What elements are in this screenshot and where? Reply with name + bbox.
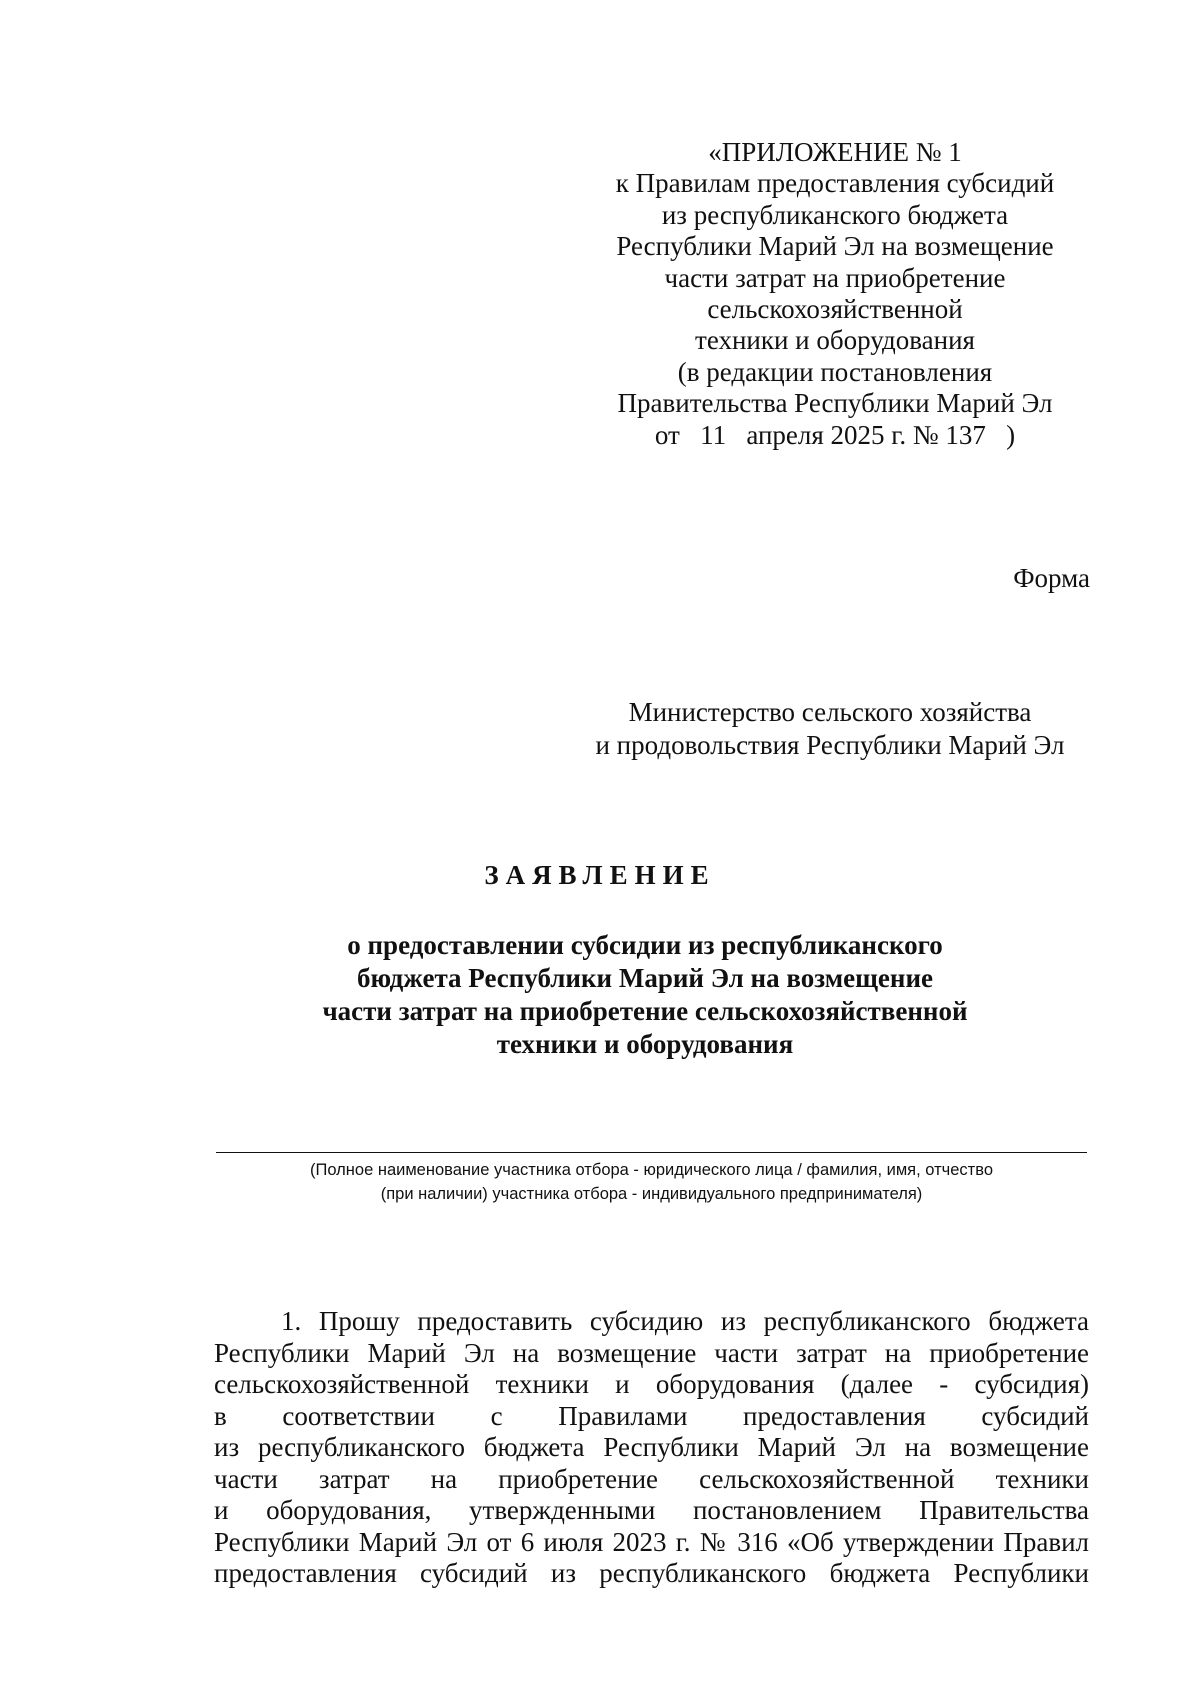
appendix-line: из республиканского бюджета <box>661 199 1009 230</box>
document-title: ЗАЯВЛЕНИЕ <box>484 860 716 890</box>
paragraph-line: и оборудования, утвержденными постановлением Правительства <box>214 1495 1089 1525</box>
appendix-line: «ПРИЛОЖЕНИЕ № 1 <box>708 137 962 167</box>
caption-line: (при наличии) участника отбора - индивидуального предпринимателя) <box>380 1185 923 1203</box>
subtitle-line: части затрат на приобретение сельскохозяйственной <box>322 996 968 1026</box>
form-label: Форма <box>1013 563 1090 593</box>
caption-line: (Полное наименование участника отбора - юридического лица / фамилия, имя, отчество <box>309 1161 993 1179</box>
addressee-line: Министерство сельского хозяйства <box>628 697 1032 727</box>
subtitle-line: бюджета Республики Марий Эл на возмещение <box>357 963 933 993</box>
appendix-line: техники и оборудования <box>695 325 975 356</box>
appendix-line: Республики Марий Эл на возмещение <box>616 231 1054 262</box>
paragraph-line: части затрат на приобретение сельскохозяйственной техники <box>214 1463 1089 1494</box>
paragraph-line: в соответствии с Правилами предоставления субсидий <box>214 1400 1089 1431</box>
paragraph-line: Республики Марий Эл от 6 июля 2023 г. № 316 «Об утверждении Правил <box>214 1526 1089 1557</box>
appendix-line: Правительства Республики Марий Эл <box>617 388 1053 419</box>
addressee-line: и продовольствия Республики Марий Эл <box>595 730 1065 760</box>
appendix-line: к Правилам предоставления субсидий <box>615 168 1055 199</box>
document-subtitle <box>0 929 1200 1061</box>
appendix-line: части затрат на приобретение <box>664 262 1006 293</box>
appendix-date-line: от 11 апреля 2025 г. № 137 ) <box>654 419 1016 450</box>
applicant-name-fill-line <box>216 1152 1087 1153</box>
paragraph-line: сельскохозяйственной техники и оборудования (далее - субсидия) <box>214 1369 1089 1399</box>
appendix-line: сельскохозяйственной <box>707 294 963 325</box>
subtitle-line: о предоставлении субсидии из республиканского <box>347 930 943 960</box>
appendix-header <box>605 137 1065 451</box>
appendix-line: (в редакции постановления <box>677 356 993 387</box>
paragraph-line: из республиканского бюджета Республики Марий Эл на возмещение <box>214 1432 1089 1462</box>
paragraph-line: Республики Марий Эл на возмещение части затрат на приобретение <box>214 1337 1089 1368</box>
paragraph-line: предоставления субсидий из республиканского бюджета Республики <box>214 1558 1089 1588</box>
paragraph-1 <box>214 1306 1089 1590</box>
applicant-name-caption <box>216 1158 1087 1206</box>
addressee-block <box>570 696 1090 762</box>
subtitle-line: техники и оборудования <box>496 1029 794 1059</box>
paragraph-line: 1. Прошу предоставить субсидию из республиканского бюджета <box>281 1306 1089 1336</box>
